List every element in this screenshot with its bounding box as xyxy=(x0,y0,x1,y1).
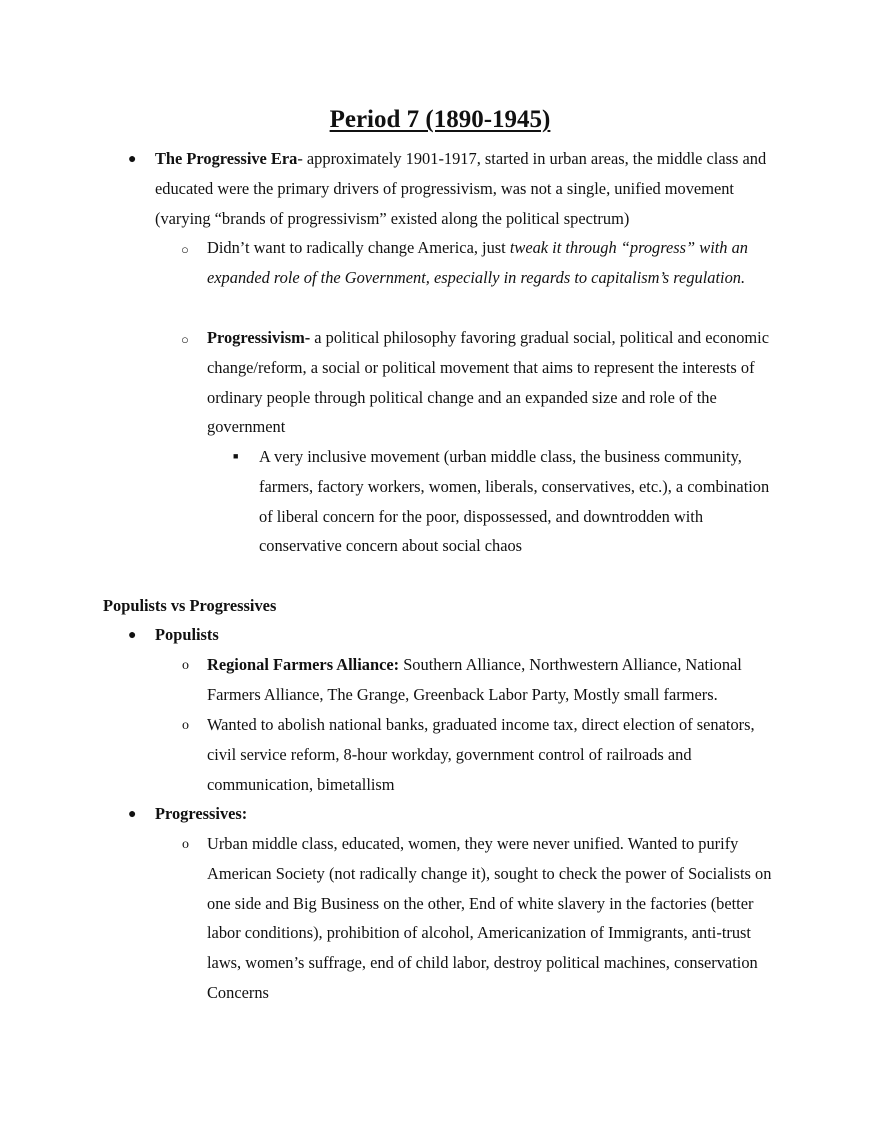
progressive-era-term: The Progressive Era xyxy=(155,149,298,168)
regional-farmers-term: Regional Farmers Alliance: xyxy=(207,655,400,674)
page-title: Period 7 (1890-1945) xyxy=(329,106,551,133)
bullet-circle-icon: ○ xyxy=(181,242,189,257)
progressives-label: Progressives: xyxy=(155,804,248,823)
populists-wanted-item: Wanted to abolish national banks, graduated income tax, direct election of senators, civil service reform, 8-hour workday, government control of railroads and communication, bimetallism xyxy=(207,715,755,794)
populists-label: Populists xyxy=(155,625,219,644)
inclusive-movement-item: A very inclusive movement (urban middle class, the business community, farmers, factory workers, women, liberals, conservatives, etc.), a combination of liberal concern for the poor, dispossessed, and downtrodden with conservative concern about social chaos xyxy=(259,447,770,556)
bullet-disc-icon: ● xyxy=(128,152,137,167)
regional-farmers-text: Southern Alliance, Northwestern Alliance, National Farmers Alliance, The Grange, Greenback Labor Party, Mostly small farmers. xyxy=(207,655,742,704)
progressive-era-text: - approximately 1901-1917, started in urban areas, the middle class and educated were the primary drivers of progressivism, was not a single, unified movement (varying “brands of progressivism” existed along the political spectrum) xyxy=(155,149,767,228)
tweak-item xyxy=(207,233,775,293)
bullet-o-icon: o xyxy=(182,718,189,733)
progressivism-term: Progressivism- xyxy=(207,328,311,347)
bullet-square-icon: ■ xyxy=(233,451,239,461)
bullet-o-icon: o xyxy=(182,837,189,852)
bullet-disc-icon: ● xyxy=(128,807,137,822)
tweak-text: Didn’t want to radically change America, just xyxy=(207,238,510,257)
progressivism-text: a political philosophy favoring gradual social, political and economic change/reform, a social or political movement that aims to represent the interests of ordinary people through political change and an expanded size and role of the government xyxy=(207,328,769,437)
bullet-circle-icon: ○ xyxy=(181,332,189,347)
bullet-o-icon: o xyxy=(182,658,189,673)
progressivism-item xyxy=(207,323,787,442)
progressive-era-item xyxy=(155,144,780,233)
bullet-disc-icon: ● xyxy=(128,628,137,643)
tweak-italic-text: tweak it through “progress” with an expanded role of the Government, especially in regards to capitalism’s regulation. xyxy=(207,238,748,287)
section-heading: Populists vs Progressives xyxy=(103,596,277,615)
progressives-description-item: Urban middle class, educated, women, they were never unified. Wanted to purify American Society (not radically change it), sought to check the power of Socialists on one side and Big Business on the other, End of white slavery in the factories (better labor conditions), prohibition of alcohol, Americanization of Immigrants, anti-trust laws, women’s suffrage, end of child labor, destroy political machines, conservation Concerns xyxy=(207,834,772,1002)
regional-farmers-item xyxy=(207,650,787,710)
